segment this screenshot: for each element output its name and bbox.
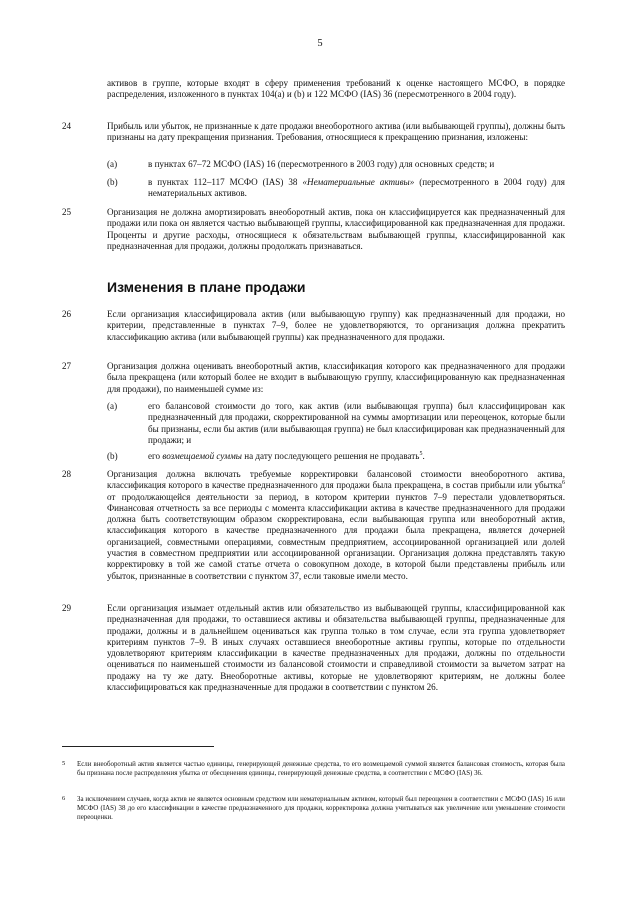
paragraph-29: Если организация изымает отдельный актив или обязательство из выбывающей группы, классифицированной как предназначенная для продажи, то оставшиеся активы и обязательства выбывающей группы, предназначенные для продажи, должны и в дальнейшем оцениваться как группа только в том случае, если эта группа удовлетворяет критериям пунктов 7–9. В иных случаях оставшиеся внеоборотные активы группы, которые по отдельности удовлетворяют критериям классификации в качестве предназначенных для продажи, должны по отдельности оцениваться по наименьшей стоимости из балансовой стоимости и справедливой стоимости за вычетом затрат на продажу на ту же дату. Внеоборотные активы, которые не удовлетворяют критериям, не должны более классифицироваться как предназначенные для продажи в соответствии с пунктом 26. <box>107 603 565 693</box>
footnote-ref-5[interactable]: 5 <box>419 450 423 457</box>
footnote-ref-6[interactable]: 6 <box>562 480 565 487</box>
page-number: 5 <box>317 38 323 49</box>
footnote-5: Если внеоборотный актив является частью единицы, генерирующей денежные средства, то его возмещаемой суммой является балансовая стоимость, которая была бы признана после распределения убытка от обесценения единицы, генерирующей денежные средства, в соответствии с МСФО (IAS) 36. <box>77 761 565 777</box>
paragraph-number-25: 25 <box>62 207 72 217</box>
paragraph-number-26: 26 <box>62 309 72 319</box>
p27-item-a-label: (a) <box>107 401 118 411</box>
p24-item-b: в пунктах 112–117 МСФО (IAS) 38 «Нематериальные активы» (пересмотренного в 2004 году) для нематериальных активов. <box>148 177 565 199</box>
p24-item-a: в пунктах 67–72 МСФО (IAS) 16 (пересмотренного в 2003 году) для основных средств; и <box>148 159 495 169</box>
paragraph-number-28: 28 <box>62 469 72 479</box>
footnote-number-6: 6 <box>62 795 66 802</box>
paragraph-28: Организация должна включать требуемые корректировки балансовой стоимости внеоборотного актива, классификация которого в качестве предназначенного для продажи была прекращена, в состав прибыли или убытка$^6$ от продолжающейся деятельности за период, в котором критерии пунктов 7–9 перестали удовлетворяться. Финансовая отчетность за все периоды с момента классификации актива в качестве предназначенного для продажи должна быть соответствующим образом скорректирована, если выбывающая группа или внеоборотный актив, классификация которого в качестве предназначенного для продажи была прекращена, является дочерней организацией, совместными операциями, совместным предприятием, ассоциированной организацией или долей участия в совместном предприятии или ассоциированной организации. Организация должна представлять такую корректировку в той же самой статье отчета о совокупном доходе, в которой были представлены прибыль или убыток, признанные в соответствии с пунктом 37, если таковые имели место. <box>107 469 565 581</box>
footnote-6: За исключением случаев, когда актив не является основным средством или нематериальным активом, который был переоценен в соответствии с МСФО (IAS) 16 или МСФО (IAS) 38 до его классификации в качестве предназначенного для продажи, корректировка должна учитываться как увеличение или уменьшение стоимости переоценки. <box>77 796 565 821</box>
paragraph-number-29: 29 <box>62 603 72 613</box>
p27-item-b-label: (b) <box>107 451 118 461</box>
section-heading: Изменения в плане продажи <box>107 279 306 295</box>
footnote-separator <box>62 746 214 747</box>
paragraph-number-24: 24 <box>62 121 72 131</box>
p24-item-a-label: (a) <box>107 159 118 169</box>
paragraph-27: Организация должна оценивать внеоборотный актив, классификация которого как предназначенного для продажи была прекращена (или который более не входит в выбывающую группу, классифицированную как предназначенная для продажи), по наименьшей сумме из: <box>107 361 565 394</box>
paragraph-24: Прибыль или убыток, не признанные к дате продажи внеоборотного актива (или выбывающей группы), должны быть признаны на дату прекращения признания. Требования, относящиеся к прекращению признания, изложены: <box>107 121 565 143</box>
p27-item-a: его балансовой стоимости до того, как актив (или выбывающая группа) был классифицирован как предназначенный для продажи, скорректированной на суммы амортизации или переоценок, которые были бы признаны, если бы актив (или выбывающая группа) не был классифицирован как предназначенный для продажи; и <box>148 401 565 445</box>
p27-item-b: его возмещаемой суммы на дату последующего решения не продавать$^5$. <box>148 450 425 461</box>
p24-item-b-label: (b) <box>107 177 118 187</box>
paragraph-25: Организация не должна амортизировать внеоборотный актив, пока он классифицируется как предназначенный для продажи или пока он является частью выбывающей группы, классифицированной как предназначенная для продажи. Проценты и другие расходы, относящиеся к обязательствам выбывающей группы, классифицированной как предназначенная для продажи, должны продолжать признаваться. <box>107 207 565 251</box>
paragraph-26: Если организация классифицировала актив (или выбывающую группу) как предназначенный для продажи, но критерии, представленные в пунктах 7–9, более не удовлетворяются, то организация должна прекратить классификацию актива (или выбывающей группы) как предназначенного для продажи. <box>107 309 565 342</box>
footnote-number-5: 5 <box>62 760 66 767</box>
paragraph-number-27: 27 <box>62 361 72 371</box>
paragraph-continuation: активов в группе, которые входят в сферу применения требований к оценке настоящего МСФО, в порядке распределения, изложенного в пунктах 104(a) и (b) и 122 МСФО (IAS) 36 (пересмотренного в 2004 году). <box>107 78 565 100</box>
